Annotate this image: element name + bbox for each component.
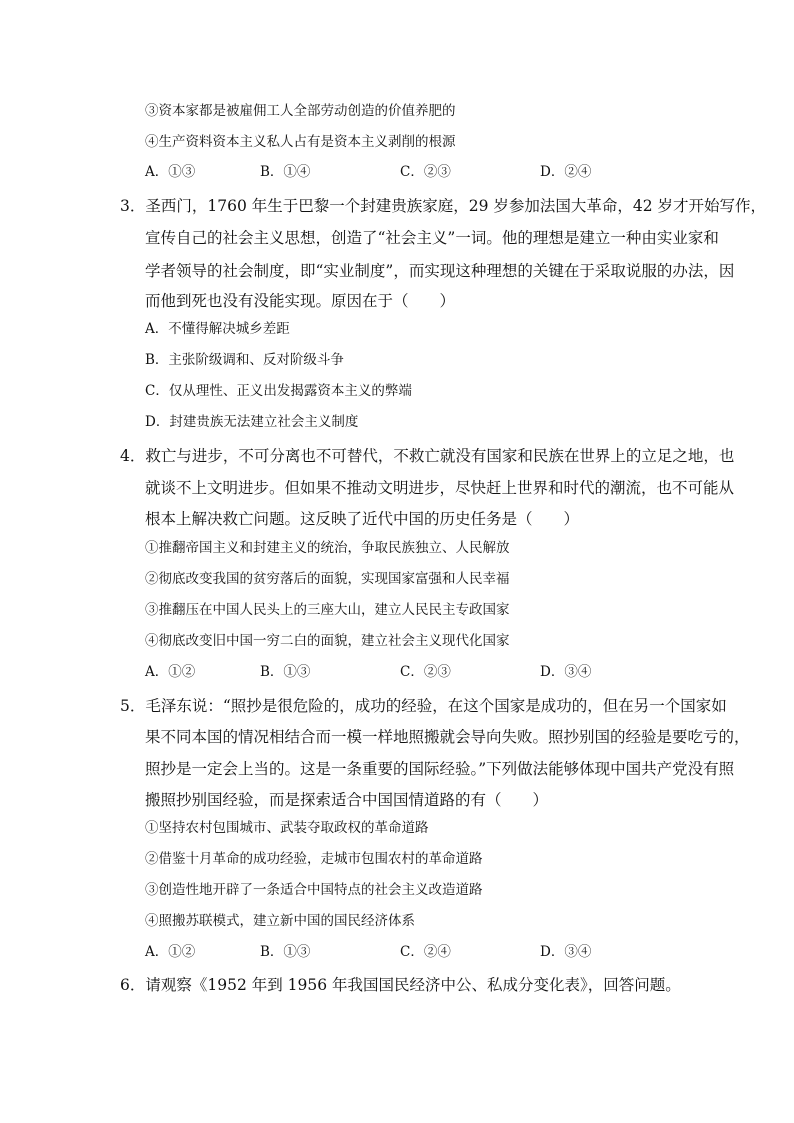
q5-choice-a: A．①② bbox=[145, 944, 196, 960]
q5-item-1: ①坚持农村包围城市、武装夺取政权的革命道路 bbox=[145, 820, 429, 836]
q2-item-3: ③资本家都是被雇佣工人全部劳动创造的价值养肥的 bbox=[145, 103, 456, 119]
q4-stem-line-2: 就谈不上文明进步。但如果不推动文明进步，尽快赶上世界和时代的潮流，也不可能从 bbox=[145, 479, 735, 497]
q5-stem-line-3: 照抄是一定会上当的。这是一条重要的国际经验。”下列做法能够体现中国共产党没有照 bbox=[145, 760, 735, 778]
q3-option-b: B．主张阶级调和、反对阶级斗争 bbox=[145, 352, 344, 368]
q3-stem-line-2: 宣传自己的社会主义思想，创造了“社会主义”一词。他的理想是建立一种由实业家和 bbox=[145, 229, 719, 247]
q3-stem-line-3: 学者领导的社会制度，即“实业制度”，而实现这种理想的关键在于采取说服的办法，因 bbox=[145, 262, 735, 280]
q5-stem-line-4: 搬照抄别国经验，而是探索适合中国国情道路的有（ ） bbox=[145, 791, 549, 809]
q2-choice-c: C．②③ bbox=[400, 164, 451, 180]
q5-stem-line-1: 5．毛泽东说：“照抄是很危险的，成功的经验，在这个国家是成功的，但在另一个国家如 bbox=[120, 697, 727, 715]
q2-choice-b: B．①④ bbox=[260, 164, 311, 180]
q2-choice-a: A．①③ bbox=[145, 164, 196, 180]
q3-option-c: C．仅从理性、正义出发揭露资本主义的弊端 bbox=[145, 383, 412, 399]
q4-item-4: ④彻底改变旧中国一穷二白的面貌，建立社会主义现代化国家 bbox=[145, 633, 510, 649]
q4-stem-line-1: 4．救亡与进步，不可分离也不可替代，不救亡就没有国家和民族在世界上的立足之地，也 bbox=[120, 447, 735, 465]
q5-choices bbox=[145, 946, 705, 966]
q3-stem-line-1: 3．圣西门，1760 年生于巴黎一个封建贵族家庭，29 岁参加法国大革命，42 岁才开始写作， bbox=[120, 197, 767, 215]
q4-choice-a: A．①② bbox=[145, 664, 196, 680]
q5-choice-b: B．①③ bbox=[260, 944, 311, 960]
q2-item-4: ④生产资料资本主义私人占有是资本主义剥削的根源 bbox=[145, 134, 456, 150]
q6-stem: 6．请观察《1952 年到 1956 年我国国民经济中公、私成分变化表》，回答问题。 bbox=[120, 976, 681, 994]
q4-item-1: ①推翻帝国主义和封建主义的统治，争取民族独立、人民解放 bbox=[145, 540, 510, 556]
q4-choice-b: B．①③ bbox=[260, 664, 311, 680]
q3-stem-line-4: 而他到死也没有没能实现。原因在于（ ） bbox=[145, 292, 456, 310]
q4-choices bbox=[145, 666, 705, 686]
q4-choice-c: C．②③ bbox=[400, 664, 451, 680]
q3-option-d: D．封建贵族无法建立社会主义制度 bbox=[145, 414, 359, 430]
q4-item-2: ②彻底改变我国的贫穷落后的面貌，实现国家富强和人民幸福 bbox=[145, 571, 510, 587]
q5-choice-d: D．③④ bbox=[540, 944, 592, 960]
q5-stem-line-2: 果不同本国的情况相结合而一模一样地照搬就会导向失败。照抄别国的经验是要吃亏的， bbox=[145, 728, 750, 746]
q2-choice-d: D．②④ bbox=[540, 164, 592, 180]
q4-stem-line-3: 根本上解决救亡问题。这反映了近代中国的历史任务是（ ） bbox=[145, 510, 580, 528]
q4-item-3: ③推翻压在中国人民头上的三座大山，建立人民民主专政国家 bbox=[145, 602, 510, 618]
q5-choice-c: C．②④ bbox=[400, 944, 451, 960]
q4-choice-d: D．③④ bbox=[540, 664, 592, 680]
q5-item-4: ④照搬苏联模式，建立新中国的国民经济体系 bbox=[145, 913, 415, 929]
q5-item-2: ②借鉴十月革命的成功经验，走城市包围农村的革命道路 bbox=[145, 851, 483, 867]
q5-item-3: ③创造性地开辟了一条适合中国特点的社会主义改造道路 bbox=[145, 882, 483, 898]
q3-option-a: A．不懂得解决城乡差距 bbox=[145, 321, 290, 337]
q2-choices bbox=[145, 166, 705, 186]
